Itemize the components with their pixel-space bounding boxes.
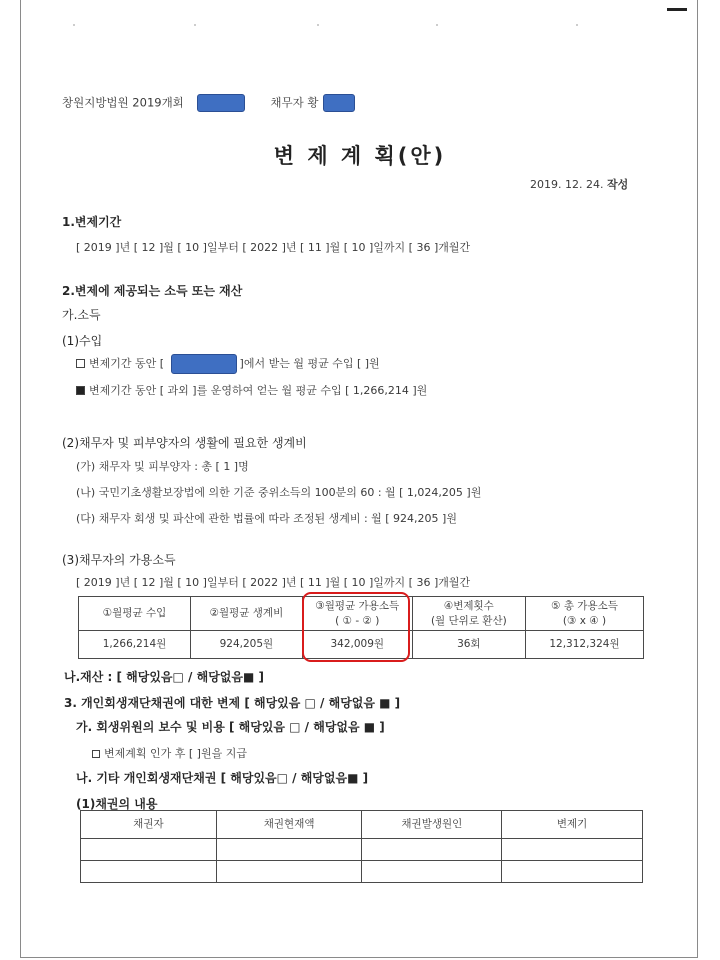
- document-title: 변 제 계 획(안): [273, 144, 447, 168]
- section2-heading: 2.변제에 제공되는 소득 또는 재산: [62, 284, 243, 298]
- scan-speck: [194, 24, 196, 26]
- redacted-employer: [171, 354, 237, 374]
- income-option-salary-pre: 변제기간 동안 [: [89, 357, 165, 370]
- other-claims-line: 나. 기타 개인회생재단채권 [ 해당있음□ / 해당없음■ ]: [76, 771, 369, 785]
- value-living-cost: 924,205원: [191, 631, 303, 659]
- table-row: [81, 839, 643, 861]
- claims-header-row: [81, 811, 643, 839]
- header-cell-total: ⑤ 총 가용소득 (③ x ④ ): [525, 597, 643, 631]
- corner-mark: [667, 8, 687, 11]
- claims-table: [80, 810, 643, 883]
- trustee-fee-line: 가. 회생위원의 보수 및 비용 [ 해당있음 □ / 해당없음 ■ ]: [76, 720, 385, 734]
- date-suffix: 작성: [606, 178, 629, 191]
- income-option-salary: [76, 354, 380, 374]
- checked-box-icon: [76, 386, 85, 395]
- living-cost-median: (나) 국민기초생활보장법에 의한 기준 중위소득의 100분의 60 : 월 [ 1,024,205 ]원: [76, 486, 482, 499]
- claims-cell: [362, 861, 502, 883]
- redacted-debtor-name: [323, 94, 355, 112]
- scan-speck: [576, 24, 578, 26]
- header-cell-monthly-income: ①월평균 수입: [79, 597, 191, 631]
- date-value: 2019. 12. 24.: [530, 178, 604, 191]
- claims-cell: [216, 839, 362, 861]
- header-cell-installments: ④변제횟수 (월 단위로 환산): [412, 597, 525, 631]
- claims-header-cause: 채권발생원인: [362, 811, 502, 839]
- claims-header-amount: 채권현재액: [216, 811, 362, 839]
- trustee-fee-item: [92, 745, 247, 761]
- highlight-circle: [302, 592, 410, 662]
- property-line: 나.재산 : [ 해당있음□ / 해당없음■ ]: [64, 670, 264, 684]
- living-cost-adjusted: (다) 채무자 회생 및 파산에 관한 법률에 따라 조정된 생계비 : 월 [ 924,205 ]원: [76, 512, 457, 525]
- header-cell-living-cost: ②월평균 생계비: [191, 597, 303, 631]
- income-subheading: 가.소득: [62, 308, 101, 322]
- debtor-label: 채무자 황: [270, 95, 319, 110]
- value-monthly-income: 1,266,214원: [79, 631, 191, 659]
- claims-header-creditor: 채권자: [81, 811, 217, 839]
- scan-speck: [73, 24, 75, 26]
- written-date: [530, 176, 628, 192]
- trustee-fee-item-text: 변제계획 인가 후 [ ]원을 지급: [104, 747, 247, 760]
- redacted-case-number: [197, 94, 245, 112]
- disposable-period: [ 2019 ]년 [ 12 ]월 [ 10 ]일부터 [ 2022 ]년 [ 11 ]월 [ 10 ]일까지 [ 36 ]개월간: [76, 576, 471, 589]
- claims-header-due: 변제기: [502, 811, 643, 839]
- unchecked-box-icon: [92, 750, 100, 758]
- scan-speck: [317, 24, 319, 26]
- case-header: [62, 94, 355, 112]
- claims-heading: (1)채권의 내용: [76, 797, 158, 811]
- living-cost-dependents: (가) 채무자 및 피부양자 : 총 [ 1 ]명: [76, 460, 249, 473]
- table-row: [81, 861, 643, 883]
- value-installments: 36회: [412, 631, 525, 659]
- scan-speck: [436, 24, 438, 26]
- claims-cell: [216, 861, 362, 883]
- claims-cell: [362, 839, 502, 861]
- claims-cell: [502, 861, 643, 883]
- repayment-period: [ 2019 ]년 [ 12 ]월 [ 10 ]일부터 [ 2022 ]년 [ 11 ]월 [ 10 ]일까지 [ 36 ]개월간: [76, 241, 471, 254]
- value-total: 12,312,324원: [525, 631, 643, 659]
- value-disposable: 342,009원: [302, 631, 412, 659]
- income-option-salary-post: ]에서 받는 월 평균 수입 [ ]원: [239, 357, 380, 370]
- court-case-text: 창원지방법원 2019개회: [62, 95, 184, 110]
- header-cell-disposable: ③월평균 가용소득 ( ① - ② ): [302, 597, 412, 631]
- income-heading: (1)수입: [62, 334, 103, 348]
- unchecked-box-icon: [76, 359, 85, 368]
- claims-cell: [81, 839, 217, 861]
- income-option-business-text: 변제기간 동안 [ 과외 ]를 운영하여 얻는 월 평균 수입 [ 1,266,214 ]원: [89, 384, 428, 397]
- claims-cell: [502, 839, 643, 861]
- claims-cell: [81, 861, 217, 883]
- section3-heading: 3. 개인회생재단채권에 대한 변제 [ 해당있음 □ / 해당없음 ■ ]: [64, 696, 401, 710]
- disposable-income-heading: (3)채무자의 가용소득: [62, 553, 176, 567]
- income-option-business: [76, 382, 427, 398]
- living-cost-heading: (2)채무자 및 피부양자의 생활에 필요한 생계비: [62, 436, 307, 450]
- section1-heading: 1.변제기간: [62, 215, 122, 229]
